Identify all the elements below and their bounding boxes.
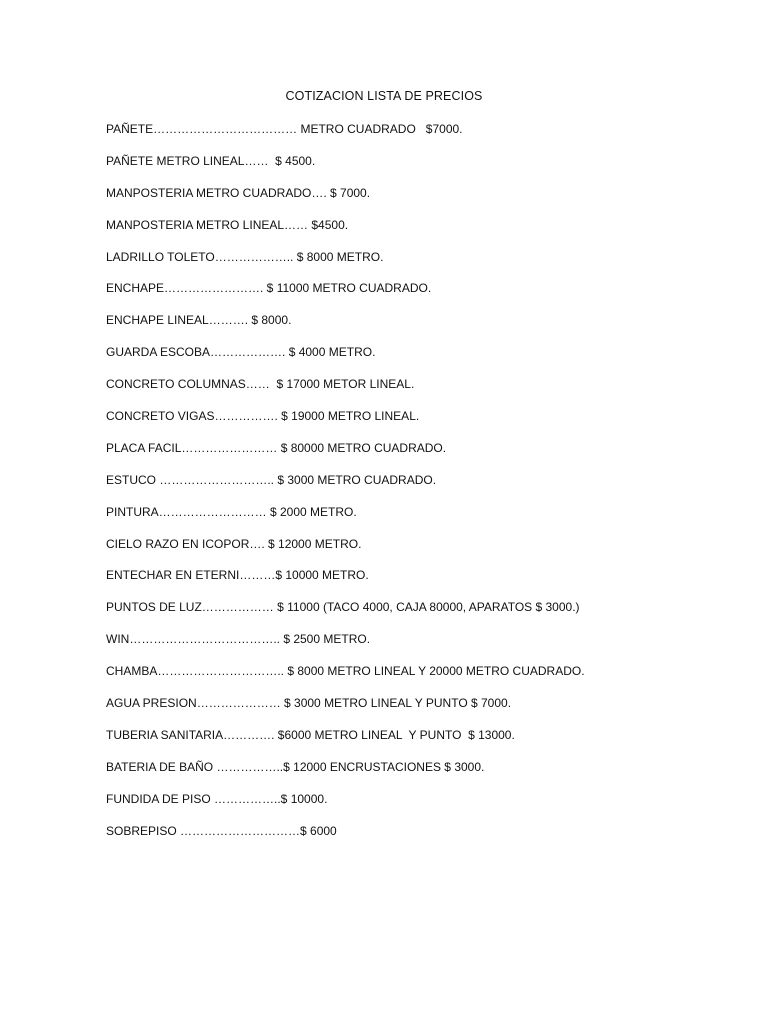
price-line-agua-presion: AGUA PRESION………………… $ 3000 METRO LINEAL Y PUNTO $ 7000. — [106, 696, 512, 711]
price-line-placa-facil: PLACA FACIL…………………… $ 80000 METRO CUADRADO. — [106, 440, 447, 455]
price-line-ladrillo-toleto: LADRILLO TOLETO……………….. $ 8000 METRO. — [106, 249, 384, 264]
price-line-pintura: PINTURA……………………… $ 2000 METRO. — [106, 504, 357, 519]
price-line-enchape-lineal: ENCHAPE LINEAL………. $ 8000. — [106, 313, 292, 328]
price-line-panete-metro-cuadrado: PAÑETE……………………………… METRO CUADRADO $7000. — [106, 122, 463, 136]
price-line-fundida-de-piso: FUNDIDA DE PISO ……………..$ 10000. — [106, 791, 328, 806]
price-line-win: WIN……………………………….. $ 2500 METRO. — [106, 632, 371, 647]
price-line-concreto-vigas: CONCRETO VIGAS……………. $ 19000 METRO LINEAL. — [106, 409, 420, 424]
price-line-manposteria-metro-cuadrado: MANPOSTERIA METRO CUADRADO…. $ 7000. — [106, 185, 371, 200]
price-line-entechar: ENTECHAR EN ETERNI………$ 10000 METRO. — [106, 568, 369, 583]
price-line-panete-metro-lineal: PAÑETE METRO LINEAL…… $ 4500. — [106, 153, 316, 168]
price-line-guarda-escoba: GUARDA ESCOBA………………. $ 4000 METRO. — [106, 345, 376, 360]
price-line-sobrepiso: SOBREPISO …………………………$ 6000 — [106, 823, 337, 838]
price-line-chamba: CHAMBA………………………….. $ 8000 METRO LINEAL Y 20000 METRO CUADRADO. — [106, 664, 585, 679]
price-line-bateria-de-bano: BATERIA DE BAÑO ……………..$ 12000 ENCRUSTACIONES $ 3000. — [106, 759, 485, 774]
price-line-manposteria-metro-lineal: MANPOSTERIA METRO LINEAL…… $4500. — [106, 217, 349, 232]
price-line-concreto-columnas: CONCRETO COLUMNAS…… $ 17000 METOR LINEAL. — [106, 377, 415, 392]
price-line-cielo-razo: CIELO RAZO EN ICOPOR…. $ 12000 METRO. — [106, 536, 362, 551]
price-line-tuberia-sanitaria: TUBERIA SANITARIA…………. $6000 METRO LINEAL Y PUNTO $ 13000. — [106, 727, 515, 742]
price-line-puntos-de-luz: PUNTOS DE LUZ……………… $ 11000 (TACO 4000, CAJA 80000, APARATOS $ 3000.) — [106, 600, 580, 615]
price-line-estuco: ESTUCO ……………………….. $ 3000 METRO CUADRADO. — [106, 472, 437, 487]
document-title: COTIZACION LISTA DE PRECIOS — [285, 89, 483, 103]
price-line-enchape: ENCHAPE……………………. $ 11000 METRO CUADRADO. — [106, 281, 432, 296]
price-list — [106, 121, 585, 854]
